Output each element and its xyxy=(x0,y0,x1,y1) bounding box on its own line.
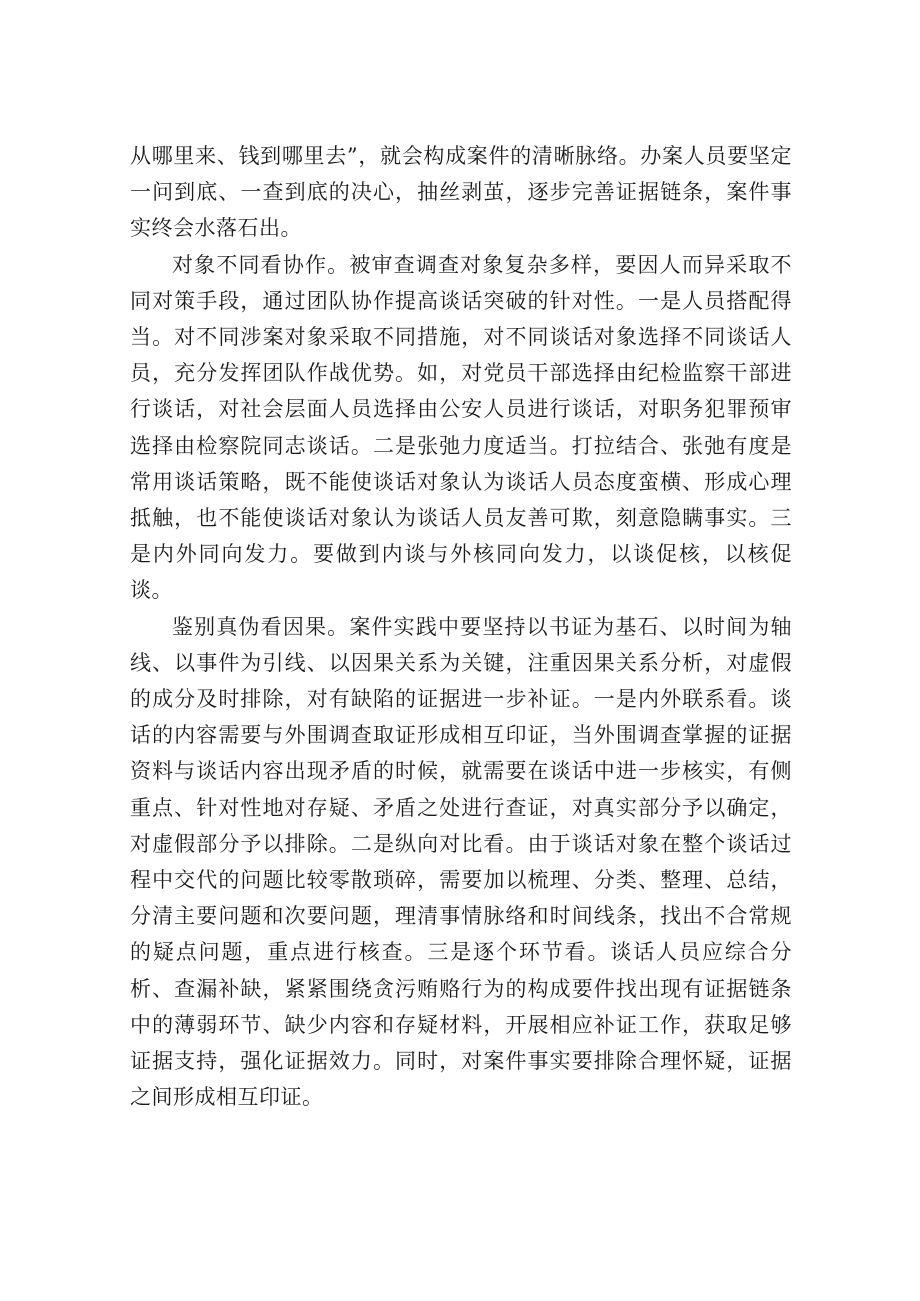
document-body xyxy=(130,138,792,1115)
paragraph-cause-effect: 鉴别真伪看因果。案件实践中要坚持以书证为基石、以时间为轴线、以事件为引线、以因果关系为关键，注重因果关系分析，对虚假的成分及时排除，对有缺陷的证据进一步补证。一是内外联系看。谈话的内容需要与外围调查取证形成相互印证，当外围调查掌握的证据资料与谈话内容出现矛盾的时候，就需要在谈话中进一步核实，有侧重点、针对性地对存疑、矛盾之处进行查证，对真实部分予以确定，对虚假部分予以排除。二是纵向对比看。由于谈话对象在整个谈话过程中交代的问题比较零散琐碎，需要加以梳理、分类、整理、总结，分清主要问题和次要问题，理清事情脉络和时间线条，找出不合常规的疑点问题，重点进行核查。三是逐个环节看。谈话人员应综合分析、查漏补缺，紧紧围绕贪污贿赂行为的构成要件找出现有证据链条中的薄弱环节、缺少内容和存疑材料，开展相应补证工作，获取足够证据支持，强化证据效力。同时，对案件事实要排除合理怀疑，证据之间形成相互印证。 xyxy=(130,614,792,1110)
paragraph-continuation: 从哪里来、钱到哪里去”，就会构成案件的清晰脉络。办案人员要坚定一问到底、一查到底的决心，抽丝剥茧，逐步完善证据链条，案件事实终会水落石出。 xyxy=(130,144,792,241)
paragraph-collaboration: 对象不同看协作。被审查调查对象复杂多样，要因人而异采取不同对策手段，通过团队协作提高谈话突破的针对性。一是人员搭配得当。对不同涉案对象采取不同措施，对不同谈话对象选择不同谈话人员，充分发挥团队作战优势。如，对党员干部选择由纪检监察干部进行谈话，对社会层面人员选择由公安人员进行谈话，对职务犯罪预审选择由检察院同志谈话。二是张弛力度适当。打拉结合、张弛有度是常用谈话策略，既不能使谈话对象认为谈话人员态度蛮横、形成心理抵触，也不能使谈话对象认为谈话人员友善可欺，刻意隐瞒事实。三是内外同向发力。要做到内谈与外核同向发力，以谈促核，以核促谈。 xyxy=(130,252,792,603)
